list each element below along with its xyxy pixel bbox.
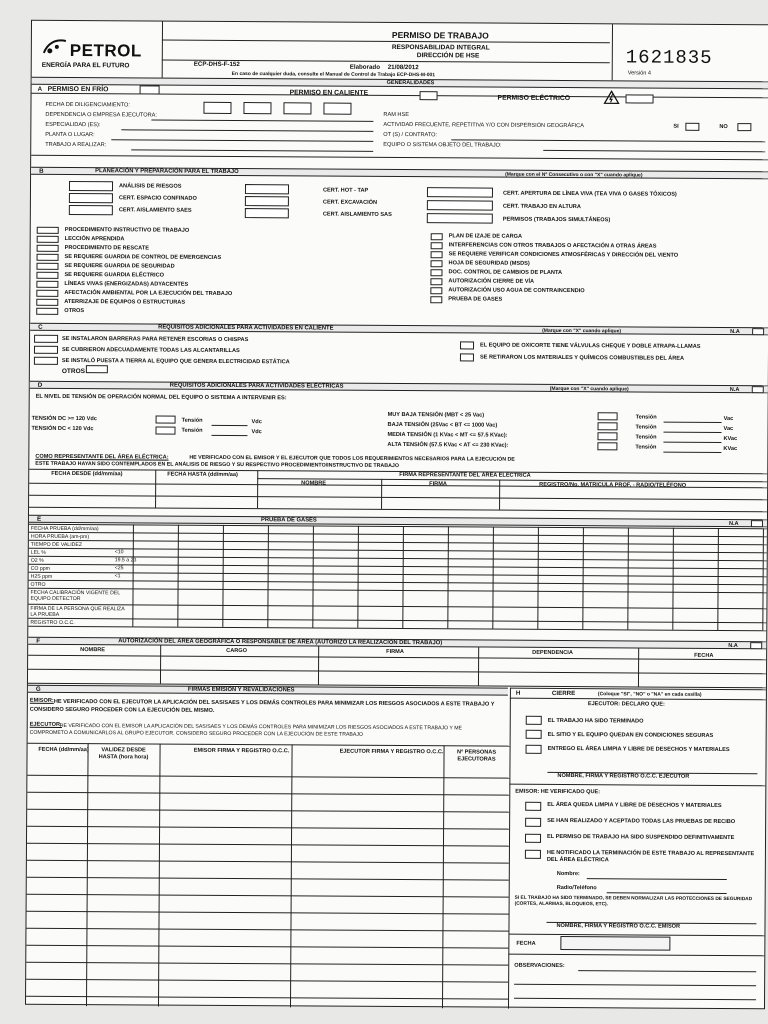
g-emisor-text: HE VERIFICADO CON EL EJECUTOR LA APLICACIÓN DEL SAS/SAES Y LOS DEMÁS CONTROLES PARA MINIMIZAR LOS RIESGOS ASOCIADOS A ESTE TRABAJO Y CONSIDERO SEGURO PROCEDER CON LA EJECUCIÓN DEL MISMO. <box>29 698 495 714</box>
sig-line <box>27 792 509 796</box>
b-right-checkbox[interactable] <box>430 269 442 276</box>
f-col-fecha: FECHA <box>694 652 714 659</box>
d-ac-label: MEDIA TENSIÓN (1 KVac < MT <= 57.5 KVac): <box>387 431 508 439</box>
b-right-checkbox[interactable] <box>431 242 443 249</box>
h-em-box-3[interactable] <box>525 834 541 843</box>
sig-col-header: FECHA (dd/mm/aa) <box>38 746 89 754</box>
h-firma-ejecutor: NOMBRE, FIRMA Y REGISTRO O.C.C. EJECUTOR <box>557 772 690 780</box>
gas-row-label: FECHA PRUEBA (dd/mm/aa) <box>30 525 99 533</box>
work-permit-form <box>25 20 768 1010</box>
b-right-item: PLAN DE IZAJE DE CARGA <box>448 233 523 240</box>
field-trabajo-label: TRABAJO A REALIZAR: <box>45 141 107 149</box>
gas-row-label: O2 % <box>30 557 44 564</box>
h-em-box-1[interactable] <box>525 802 541 811</box>
b-right-item: SE REQUIERE VERIFICAR CONDICIONES ATMOSFÉRICAS Y DIRECCIÓN DEL VIENTO <box>448 251 679 259</box>
d-dc-label-1: TENSIÓN DC >= 120 Vdc <box>31 415 97 423</box>
si-label: SI <box>673 123 679 130</box>
gas-col-line <box>177 525 179 627</box>
h-em-box-4[interactable] <box>525 850 541 859</box>
gas-limit: 19.5 a 23 <box>114 557 137 564</box>
d-ac-unit: Vac <box>723 415 734 423</box>
b-c1-box-3[interactable] <box>69 205 113 215</box>
b-left-checkbox[interactable] <box>37 254 59 261</box>
sec-h-letter: H <box>515 689 521 697</box>
petrol-logo-icon <box>40 37 70 57</box>
sec-c-letter: C <box>38 323 43 331</box>
form-subtitle-1: RESPONSABILIDAD INTEGRAL <box>391 43 490 52</box>
gas-col-line <box>357 526 359 628</box>
field-ot-label: OT (S) / CONTRATO: <box>383 131 438 139</box>
sig-line <box>27 860 509 864</box>
h-em-box-2[interactable] <box>525 818 541 827</box>
date-box-1[interactable] <box>203 102 231 114</box>
c-otros-box[interactable] <box>86 365 108 373</box>
sec-c-na-checkbox[interactable] <box>752 328 764 335</box>
d-ac-label: BAJA TENSIÓN (25Vac < BT <= 1000 Vac) <box>387 421 498 429</box>
h-em-item-3: EL PERMISO DE TRABAJO HA SIDO SUSPENDIDO DEFINITIVAMENTE <box>547 833 735 842</box>
sec-c-band: REQUISITOS ADICIONALES PARA ACTIVIDADES EN CALIENTE <box>158 324 334 332</box>
form-title: PERMISO DE TRABAJO <box>391 29 489 41</box>
sec-d-letter: D <box>37 381 43 389</box>
no-label: NO <box>719 123 728 131</box>
b-right-item: AUTORIZACIÓN USO AGUA DE CONTRAINCENDIO <box>448 287 585 295</box>
h-em-item-2: SE HAN REALIZADO Y ACEPTADO TODAS LAS PRUEBAS DE RECIBO <box>547 817 736 826</box>
sec-f-na: N.A <box>728 643 738 650</box>
c-left-box-3[interactable] <box>34 357 58 365</box>
d-ac-line <box>664 432 722 433</box>
b-left-item: SE REQUIERE GUARDIA ELÉCTRICO <box>64 271 165 279</box>
gas-row-line <box>29 532 767 538</box>
b-right-checkbox[interactable] <box>430 296 442 303</box>
sig-line <box>27 809 509 813</box>
si-checkbox[interactable] <box>685 123 699 131</box>
d-col-firma-rep: FIRMA REPRESENTANTE DEL ÁREA ELÉCTRICA <box>399 472 531 479</box>
b-c2-label-3: CERT. AISLAMIENTO SAS <box>322 211 392 218</box>
b-right-checkbox[interactable] <box>430 278 442 285</box>
field-especialidad-label: ESPECIALIDAD (ES): <box>45 121 101 129</box>
b-left-checkbox[interactable] <box>36 281 58 288</box>
gas-row-line <box>29 588 767 594</box>
gas-row-label: REGISTRO O.C.C. <box>30 619 75 627</box>
d-col-firma: FIRMA <box>429 481 447 488</box>
gas-row-line <box>29 580 767 586</box>
sec-b-band: PLANEACIÓN Y PREPARACIÓN PARA EL TRABAJO <box>95 168 239 176</box>
sig-line <box>26 979 508 983</box>
sig-line <box>27 775 509 779</box>
elaborado-label: Elaborado <box>349 63 381 71</box>
gas-row-label: OTRO <box>30 581 46 588</box>
c-right-box-1[interactable] <box>460 341 474 349</box>
gas-row-line <box>28 626 766 632</box>
g-ejecutor-text: HE VERIFICADO CON EL EMISOR LA APLICACIÓN DEL SAS/SAES Y LOS DEMÁS CONTROLES PARA MINIMIZAR LOS RIESGOS ASOCIADOS A ESTE TRABAJO Y ME COMPROMETO A COMUNICARLOS AL GRUPO EJECUTOR. CONSIDERO SEGURO PROCEDER CON LA EJECUCIÓN DE ESTE TRABAJO <box>29 722 463 738</box>
sec-f-na-checkbox[interactable] <box>750 642 762 649</box>
h-nombre: Nombre: <box>556 870 580 878</box>
b-left-checkbox[interactable] <box>36 299 58 306</box>
d-ac-tension: Tensión <box>635 424 657 431</box>
g-emisor-title: EMISOR: <box>29 697 54 704</box>
permit-cold-checkbox[interactable] <box>140 85 160 94</box>
b-right-checkbox[interactable] <box>431 260 443 267</box>
field-ram-label: RAM HSE <box>383 111 409 119</box>
gas-row-label: HORA PRUEBA (am-pm) <box>30 533 90 541</box>
f-col-nombre: NOMBRE <box>80 647 106 654</box>
b-c2-box-1[interactable] <box>245 184 289 194</box>
b-left-item: ATERRIZAJE DE EQUIPOS O ESTRUCTURAS <box>64 298 186 306</box>
h-ej-item-1: EL TRABAJO HA SIDO TERMINADO <box>547 717 644 725</box>
sec-c-na: N.A <box>730 329 740 336</box>
d-ac-checkbox[interactable] <box>597 442 617 450</box>
field-actividad-label: ACTIVIDAD FRECUENTE, REPETITIVA Y/O CON DISPERSIÓN GEOGRÁFICA <box>383 121 584 130</box>
g-ejecutor-title: EJECUTOR: <box>29 721 62 728</box>
gas-col-line <box>132 524 134 626</box>
sig-col-line <box>442 745 445 1008</box>
sig-line <box>28 743 510 747</box>
sec-g-letter: G <box>35 685 41 693</box>
sec-d-na-checkbox[interactable] <box>752 386 764 393</box>
b-right-item: INTERFERENCIAS CON OTROS TRABAJOS O AFECTACIÓN A OTRAS ÁREAS <box>448 242 657 250</box>
b-left-item: LÍNEAS VIVAS (ENERGIZADAS) ADYACENTES <box>64 280 189 288</box>
sig-col-line <box>158 744 161 1007</box>
sec-g-band: FIRMAS EMISIÓN Y REVALIDACIONES <box>187 686 295 694</box>
gas-limit: <1 <box>114 573 121 580</box>
gas-col-line <box>312 525 314 627</box>
sec-d-band: REQUISITOS ADICIONALES PARA ACTIVIDADES ELÉCTRICAS <box>169 382 344 390</box>
sec-h-note: (Coloque "SI", "NO" o "NA" en cada casilla) <box>597 691 702 698</box>
d-ac-checkbox[interactable] <box>598 422 618 430</box>
form-subtitle-2: DIRECCIÓN DE HSE <box>416 52 480 60</box>
header-note: En caso de cualquier duda, consulte el Manual de Control de Trabajo ECP-DHS-M-001 <box>231 70 436 79</box>
sec-b-letter: B <box>39 167 44 175</box>
h-ej-item-2: EL SITIO Y EL EQUIPO QUEDAN EN CONDICIONES SEGURAS <box>547 731 714 739</box>
gas-row-label: TIEMPO DE VALIDEZ <box>30 541 83 549</box>
d-rep-text-2: ESTE TRABAJO HAYAN SIDO CONTEMPLADOS EN EL ANÁLISIS DE RIESGO Y SU RESPECTIVO PROCEDIMIENTO/INSTRUCTIVO DE TRABAJO <box>35 460 400 470</box>
b-c2-label-2: CERT. EXCAVACIÓN <box>322 199 378 206</box>
d-ac-tension: Tensión <box>635 444 657 451</box>
gas-row-label: LEL % <box>30 549 46 556</box>
h-ej-box-2[interactable] <box>526 730 542 739</box>
b-c1-label-2: CERT. ESPACIO CONFINADO <box>118 195 197 202</box>
d-ac-line <box>664 422 722 423</box>
b-c3-label-2: CERT. TRABAJO EN ALTURA <box>502 203 581 211</box>
sig-col-header: Nº PERSONAS EJECUTORAS <box>457 749 497 763</box>
d-ac-unit: Vac <box>723 425 734 433</box>
b-left-item: OTROS <box>64 307 85 315</box>
b-left-item: SE REQUIERE GUARDIA DE SEGURIDAD <box>64 262 175 270</box>
b-right-checkbox[interactable] <box>431 233 443 240</box>
logo-block <box>34 23 160 72</box>
permit-electric-label: PERMISO ELÉCTRICO <box>497 94 571 103</box>
h-em-item-1: EL ÁREA QUEDA LIMPIA Y LIBRE DE DESECHOS Y MATERIALES <box>547 801 722 809</box>
sig-line <box>26 996 508 1000</box>
date-box-2[interactable] <box>243 102 271 114</box>
b-c3-box-3[interactable] <box>427 213 493 223</box>
d-col-nombre: NOMBRE <box>301 480 327 487</box>
gas-col-line <box>402 526 404 628</box>
sig-col-line <box>290 744 293 1007</box>
no-checkbox[interactable] <box>737 123 751 131</box>
permit-number: 1621835 <box>625 46 713 69</box>
h-warning: SI EL TRABAJO HA SIDO TERMINADO, SE DEBEN NORMALIZAR LAS PROTECCIONES DE SEGURIDAD (CORTES, ALARMAS, BLOQUEOS, ETC). <box>514 895 753 908</box>
permit-electric-checkbox[interactable] <box>626 94 654 103</box>
b-right-checkbox[interactable] <box>431 251 443 258</box>
b-c2-label-1: CERT. HOT - TAP <box>322 187 369 194</box>
sec-d-band-note: (Marque con "X" cuando aplique) <box>549 385 629 393</box>
c-left-label-2: SE CUBRIERON ADECUADAMENTE TODAS LAS ALCANTARILLAS <box>61 346 240 355</box>
h-ej-item-3: ENTREGO EL ÁREA LIMPIA Y LIBRE DE DESECHOS Y MATERIALES <box>547 745 730 754</box>
h-emisor: EMISOR: HE VERIFICADO QUE: <box>515 788 601 796</box>
sig-col-header: EMISOR FIRMA Y REGISTRO O.C.C. <box>193 747 290 755</box>
b-c3-box-1[interactable] <box>427 187 493 197</box>
gas-col-line <box>582 527 584 629</box>
sec-e-letter: E <box>36 515 42 523</box>
f-col-cargo: CARGO <box>226 647 248 655</box>
field-equipo-label: EQUIPO O SISTEMA OBJETO DEL TRABAJO: <box>383 141 502 149</box>
d-rep-title: COMO REPRESENTANTE DEL ÁREA ELÉCTRICA: <box>35 453 169 461</box>
b-c3-label-1: CERT. APERTURA DE LÍNEA VIVA (TEA VIVA O GASES TÓXICOS) <box>502 190 677 198</box>
sec-e-na: N.A <box>728 521 739 528</box>
d-ac-checkbox[interactable] <box>597 432 617 440</box>
sec-d-na: N.A <box>729 387 740 394</box>
h-em-item-4: HE NOTIFICADO LA TERMINACIÓN DE ESTE TRABAJO AL REPRESENTANTE DEL ÁREA ELÉCTRICA <box>546 849 755 864</box>
d-ac-tension: Tensión <box>635 414 657 421</box>
gas-row-line <box>29 548 767 554</box>
h-radio: Radio/Teléfono <box>556 884 597 892</box>
d-col-fecha-hasta: FECHA HASTA (dd/mm/aa) <box>167 471 238 479</box>
gas-row-line <box>28 618 766 624</box>
permit-cold-label: PERMISO EN FRÍO <box>47 85 109 94</box>
b-c2-box-2[interactable] <box>245 196 289 206</box>
logo-tagline: ENERGÍA PARA EL FUTURO <box>41 61 130 70</box>
c-right-box-2[interactable] <box>460 353 474 361</box>
h-ej-box-3[interactable] <box>526 745 542 754</box>
b-left-item: AFECTACIÓN AMBIENTAL POR LA EJECUCIÓN DEL TRABAJO <box>64 289 233 297</box>
sig-line <box>27 894 509 898</box>
gas-col-line <box>627 527 629 629</box>
d-dc-vdc-2: Vdc <box>251 429 262 436</box>
sig-line <box>26 928 508 932</box>
h-ej-box-1[interactable] <box>526 716 542 725</box>
d-ac-line <box>663 442 721 443</box>
gas-col-line <box>222 525 224 627</box>
gas-row-label: H2S ppm <box>30 573 53 580</box>
gas-row-line <box>29 556 767 562</box>
b-c2-box-3[interactable] <box>245 208 289 218</box>
field-fecha-label: FECHA DE DILIGENCIAMIENTO: <box>45 101 130 109</box>
f-col-dependencia: DEPENDENCIA <box>532 649 573 657</box>
sec-h-title: CIERRE <box>551 689 576 698</box>
b-left-checkbox[interactable] <box>37 236 59 243</box>
d-ac-unit: KVac <box>723 445 738 453</box>
d-dc-vdc-1: Vdc <box>251 419 262 426</box>
gas-row-label: FECHA CALIBRACIÓN VIGENTE DEL EQUIPO DETECTOR <box>30 589 121 603</box>
h-fecha-box[interactable] <box>560 936 670 951</box>
gas-col-line <box>267 525 269 627</box>
sig-line <box>27 877 509 881</box>
gas-limit: <25 <box>114 565 124 572</box>
b-right-checkbox[interactable] <box>430 287 442 294</box>
form-version: Versión 4 <box>627 70 652 77</box>
c-left-label-3: SE INSTALÓ PUESTA A TIERRA AL EQUIPO QUE GENERA ELECTRICIDAD ESTÁTICA <box>61 357 290 366</box>
d-intro: EL NIVEL DE TENSIÓN DE OPERACIÓN NORMAL DEL EQUIPO O SISTEMA A INTERVENIR ES: <box>35 393 287 402</box>
electric-hazard-icon <box>604 90 620 104</box>
c-left-box-2[interactable] <box>34 346 58 354</box>
b-left-checkbox[interactable] <box>37 245 59 252</box>
logo-text: PETROL <box>69 40 142 61</box>
c-left-label-1: SE INSTALARON BARRERAS PARA RETENER ESCORIAS O CHISPAS <box>62 335 249 344</box>
d-dc-tension-1: Tensión <box>181 417 203 424</box>
gas-col-line <box>717 528 719 630</box>
sig-line <box>26 945 508 949</box>
f-col-firma: FIRMA <box>386 648 404 656</box>
sig-line <box>27 911 509 915</box>
b-right-item: PRUEBA DE GASES <box>448 296 503 303</box>
sec-f-band: AUTORIZACIÓN DEL ÁREA GEOGRÁFICA O RESPONSABLE DE ÁREA (AUTORIZO LA REALIZACIÓN DEL TRABAJO) <box>118 638 443 647</box>
gas-col-line <box>672 528 674 630</box>
gas-row-line <box>29 564 767 570</box>
sec-a-letter: A <box>37 85 43 93</box>
b-c1-label-1: ANÁLISIS DE RIESGOS <box>118 183 182 190</box>
d-ac-unit: KVac <box>723 435 738 443</box>
h-firma-emisor: NOMBRE, FIRMA Y REGISTRO O.C.C. EMISOR <box>556 922 681 930</box>
b-right-item: DOC. CONTROL DE CAMBIOS DE PLANTA <box>448 269 563 276</box>
b-left-item: PROCEDIMIENTO INSTRUCTIVO DE TRABAJO <box>64 226 190 234</box>
sec-f-letter: F <box>36 637 41 645</box>
b-c1-box-1[interactable] <box>69 181 113 191</box>
sec-a-band: GENERALIDADES <box>386 79 435 87</box>
b-right-item: HOJA DE SEGURIDAD (MSDS) <box>448 260 530 267</box>
b-left-checkbox[interactable] <box>36 308 58 315</box>
sig-col-header: EJECUTOR FIRMA Y REGISTRO O.C.C. <box>339 748 444 756</box>
permit-hot-label: PERMISO EN CALIENTE <box>289 89 369 97</box>
gas-row-label: FIRMA DE LA PERSONA QUE REALIZA LA PRUEBA <box>30 605 125 618</box>
permit-hot-checkbox[interactable] <box>420 91 438 100</box>
h-observaciones: OBSERVACIONES: <box>514 962 565 970</box>
d-col-fecha-desde: FECHA DESDE (dd/mm/aa) <box>51 470 123 478</box>
h-fecha: FECHA <box>516 940 536 947</box>
field-dependencia-label: DEPENDENCIA O EMPRESA EJECUTORA: <box>45 111 157 119</box>
b-c3-label-3: PERMISOS (TRABAJOS SIMULTÁNEOS) <box>502 216 611 224</box>
b-left-checkbox[interactable] <box>36 290 58 297</box>
sec-b-band-note: (Marque con el Nº Consecutivo o con "X" cuando aplique) <box>505 171 643 179</box>
h-ejecutor: EJECUTOR: DECLARO QUE: <box>587 701 665 708</box>
b-c1-box-2[interactable] <box>69 193 113 203</box>
d-dc-box-1[interactable] <box>156 416 176 424</box>
sig-col-line <box>86 743 89 1006</box>
b-right-item: AUTORIZACIÓN CIERRE DE VÍA <box>448 278 535 285</box>
b-left-checkbox[interactable] <box>36 263 58 270</box>
b-left-item: LECCIÓN APRENDIDA <box>64 235 125 243</box>
gas-col-line <box>762 528 764 630</box>
sec-e-band: PRUEBA DE GASES <box>260 517 317 524</box>
field-planta-label: PLANTA O LUGAR: <box>45 131 95 139</box>
gas-col-line <box>537 527 539 629</box>
d-ac-checkbox[interactable] <box>598 412 618 420</box>
d-rep-text-1: HE VERIFICADO CON EL EMISOR Y EL EJECUTOR QUE TODOS LOS REQUERIMIENTOS NECESARIOS PARA LA EJECUCIÓN DE <box>189 454 515 463</box>
date-box-4[interactable] <box>323 103 351 115</box>
c-right-label-2: SE RETIRARON LOS MATERIALES Y QUÍMICOS COMBUSTIBLES DEL ÁREA <box>479 354 685 362</box>
sec-c-band-note: (Marque con "X" cuando aplique) <box>542 327 622 335</box>
gas-row-line <box>29 540 767 546</box>
d-ac-line <box>663 452 721 453</box>
sig-line <box>27 826 509 830</box>
c-left-box-1[interactable] <box>34 335 58 343</box>
d-dc-tension-2: Tensión <box>181 427 203 434</box>
gas-col-line <box>447 526 449 628</box>
sig-line <box>26 962 508 966</box>
d-ac-label: ALTA TENSIÓN (57.5 KVac < AT <= 230 KVac): <box>387 441 509 449</box>
c-right-label-1: EL EQUIPO DE OXICORTE TIENE VÁLVULAS CHEQUE Y DOBLE ATRAPA-LLAMAS <box>480 342 701 350</box>
b-left-checkbox[interactable] <box>36 272 58 279</box>
gas-col-line <box>492 527 494 629</box>
b-left-item: PROCEDIMIENTO DE RESCATE <box>64 244 149 252</box>
d-dc-label-2: TENSIÓN DC < 120 Vdc <box>31 425 94 433</box>
sec-e-na-checkbox[interactable] <box>751 520 763 527</box>
d-dc-box-2[interactable] <box>155 427 175 435</box>
form-code: ECP-DHS-F-152 <box>193 60 240 69</box>
d-ac-tension: Tensión <box>635 434 657 441</box>
d-ac-label: MUY BAJA TENSIÓN (MBT < 25 Vac) <box>387 411 485 419</box>
d-col-registro: REGISTRO/No. MATRICULA PROF. - RADIO/TELÉFONO <box>539 481 687 489</box>
date-box-3[interactable] <box>283 102 311 114</box>
gas-limit: <10 <box>114 549 124 556</box>
b-c3-box-2[interactable] <box>427 200 493 210</box>
b-left-item: SE REQUIERE GUARDIA DE CONTROL DE EMERGENCIAS <box>64 253 222 261</box>
sig-col-header: VALIDEZ DESDE HASTA (hora hora) <box>98 747 149 761</box>
elaborado-date: 21/08/2012 <box>387 63 419 72</box>
gas-row-label: CO ppm <box>30 565 51 572</box>
c-left-label-4: OTROS <box>61 367 86 376</box>
b-c1-label-3: CERT. AISLAMIENTO SAES <box>118 207 192 214</box>
sig-line <box>27 843 509 847</box>
gas-row-line <box>29 572 767 578</box>
b-left-checkbox[interactable] <box>37 227 59 234</box>
gas-row-line <box>28 604 766 610</box>
